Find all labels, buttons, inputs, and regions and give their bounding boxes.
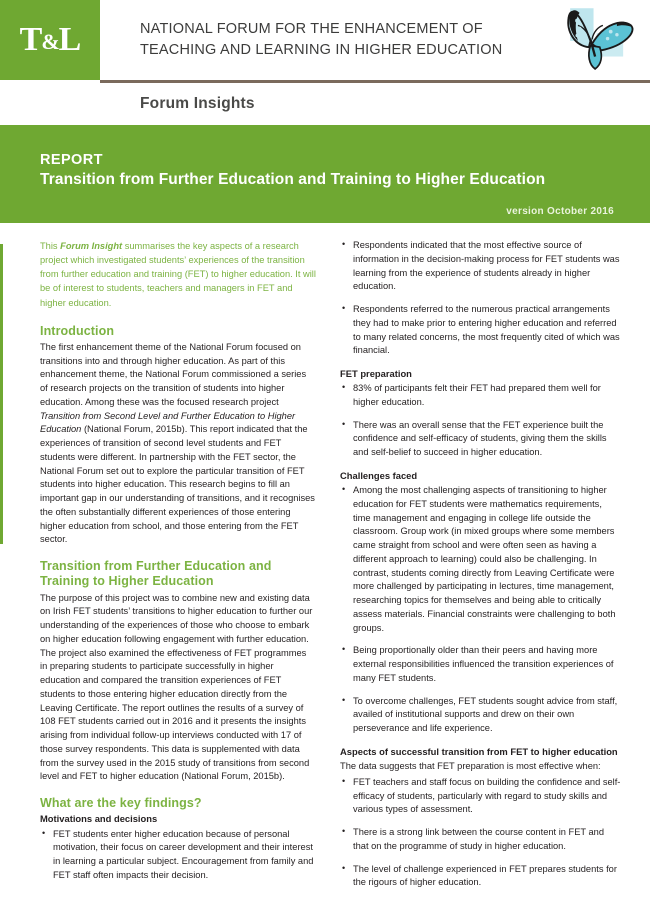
- introduction-part2: (National Forum, 2015b). This report indicated that the experiences of transition of second level students and FET students were different. In partnership with the FET sector, the National Forum set out to explore the particular transition of FET students into higher education. This research begins to fill an important gap in our understanding of transitions, and it recognises the often substantially different experiences of those entering higher education from school, and those entering from the FET sector.: [40, 424, 315, 545]
- transition-paragraph: The purpose of this project was to combine new and existing data on Irish FET students’ transitions to higher education to further our understanding of the experiences of those who choose to embark on higher education following engagement with further education. The project also examined the effectiveness of FET programmes in preparing students to participate successfully in higher education and compared the transition experiences of FET students to those entering higher education directly from the Leaving Certificate. The report outlines the results of a survey of 108 FET students carried out in 2016 and it presents the insights arising from individual follow-up interviews conducted with 17 of those survey respondents. This data is supplemented with data from the survey used in the 2015 study of transitions from second level and FET to higher education (National Forum, 2015b).: [40, 592, 313, 782]
- successful-transition-intro: The data suggests that FET preparation is most effective when:: [340, 761, 601, 772]
- butterfly-icon: [556, 2, 642, 76]
- list-item: • FET teachers and staff focus on building the confidence and self-efficacy of students, particularly with regard to study skills and various types of assessment.: [340, 776, 622, 817]
- logo-wordmark: [20, 23, 81, 57]
- report-title-block: [0, 125, 650, 223]
- lede-emphasis: Forum Insight: [60, 241, 123, 251]
- list-item: • There is a strong link between the course content in FET and that on the programme of study in higher education.: [340, 826, 622, 854]
- fet-preparation-heading: FET preparation: [340, 368, 412, 379]
- challenges-bullet-list: [340, 484, 622, 736]
- motivations-subheading: Motivations and decisions: [40, 813, 158, 825]
- list-item: • Respondents referred to the numerous practical arrangements they had to make prior to entering higher education and referred to many related concerns, the most frequently cited of which was financial.: [340, 303, 622, 358]
- section-transition: [40, 559, 316, 784]
- list-item: • 83% of participants felt their FET had prepared them well for higher education.: [340, 382, 622, 410]
- section-introduction: [40, 324, 316, 548]
- left-column: [40, 239, 316, 899]
- lede-rest: summarises the key aspects of a research project which investigated students’ experiences of the transition from further education and training (FET) to higher education. It will be of interest to students, teachers and managers in FET and higher education.: [40, 241, 316, 308]
- list-item: • The level of challenge experienced in FET prepares students for the rigours of higher education.: [340, 863, 622, 891]
- section-successful-transition: [340, 746, 622, 890]
- section-challenges-faced: [340, 470, 622, 736]
- series-label: Forum Insights: [140, 95, 255, 112]
- challenges-faced-heading: Challenges faced: [340, 469, 418, 481]
- lede-paragraph: [40, 239, 316, 310]
- series-band: [0, 83, 650, 125]
- section-key-findings: [40, 796, 316, 882]
- successful-transition-bullet-list: [340, 776, 622, 890]
- left-accent-rule: [0, 244, 3, 544]
- report-version: version October 2016: [506, 206, 614, 217]
- logo-letter-t: T: [19, 21, 42, 58]
- list-item: • Respondents indicated that the most effective source of information in the decision-making process for FET students was learning from the experience of students already in higher education.: [340, 239, 622, 294]
- introduction-citation-italic: Transition from Second Level and Further Education to Higher Education: [40, 410, 296, 435]
- organisation-title-text: NATIONAL FORUM FOR THE ENHANCEMENT OF TEACHING AND LEARNING IN HIGHER EDUCATION: [140, 20, 503, 58]
- right-column: [340, 239, 622, 899]
- introduction-heading: Introduction: [40, 323, 115, 338]
- lede-prefix: This: [40, 241, 61, 251]
- list-item: • Among the most challenging aspects of transitioning to higher education for FET students were mathematics requirements, time management and engaging in college life outside the classroom. Group work (in mixed groups where some members came straight from school and were often seen as having a different approach to learning) could also be challenging. In contrast, students coming directly from Leaving Certificate were more challenged by participating in lectures, time management, researching topics for themselves and being able to critically assess materials. Financial constraints were challenging to both groups.: [340, 484, 622, 635]
- national-forum-logo: [0, 0, 100, 80]
- transition-heading: Transition from Further Education and Training to Higher Education: [40, 559, 272, 589]
- list-item: • There was an overall sense that the FET experience built the confidence and self-efficacy of students, giving them the skills and self-belief to succeed in higher education.: [340, 419, 622, 460]
- motivations-bullet-list-continued: [340, 239, 622, 358]
- section-fet-preparation: [340, 368, 622, 460]
- motivations-bullet-list: [40, 828, 316, 883]
- fet-preparation-bullet-list: [340, 382, 622, 460]
- document-body: [0, 223, 650, 899]
- logo-ampersand: &: [41, 29, 59, 54]
- introduction-part1: The first enhancement theme of the National Forum focused on transitions into and through higher education. As part of this enhancement theme, the National Forum commissioned a series of research projects on the transition of students into higher education. Among these was the focused research project: [40, 341, 307, 407]
- key-findings-heading: What are the key findings?: [40, 796, 202, 811]
- introduction-paragraph: [40, 341, 316, 547]
- list-item: • FET students enter higher education because of personal motivation, their focus on career development and their interest in learning a particular subject. Encouragement from family and FET staff often impacts their decision.: [40, 828, 316, 883]
- report-kicker: REPORT: [40, 152, 103, 168]
- successful-transition-heading: Aspects of successful transition from FET to higher education: [340, 745, 618, 757]
- masthead: [0, 0, 650, 80]
- logo-letter-l: L: [58, 21, 81, 58]
- list-item: • Being proportionally older than their peers and having more external responsibilities influenced the transition experiences of many FET students.: [340, 644, 622, 685]
- list-item: • To overcome challenges, FET students sought advice from staff, availed of institutional supports and drew on their own perseverance and life experience.: [340, 695, 622, 736]
- report-title: Transition from Further Education and Training to Higher Education: [40, 171, 546, 189]
